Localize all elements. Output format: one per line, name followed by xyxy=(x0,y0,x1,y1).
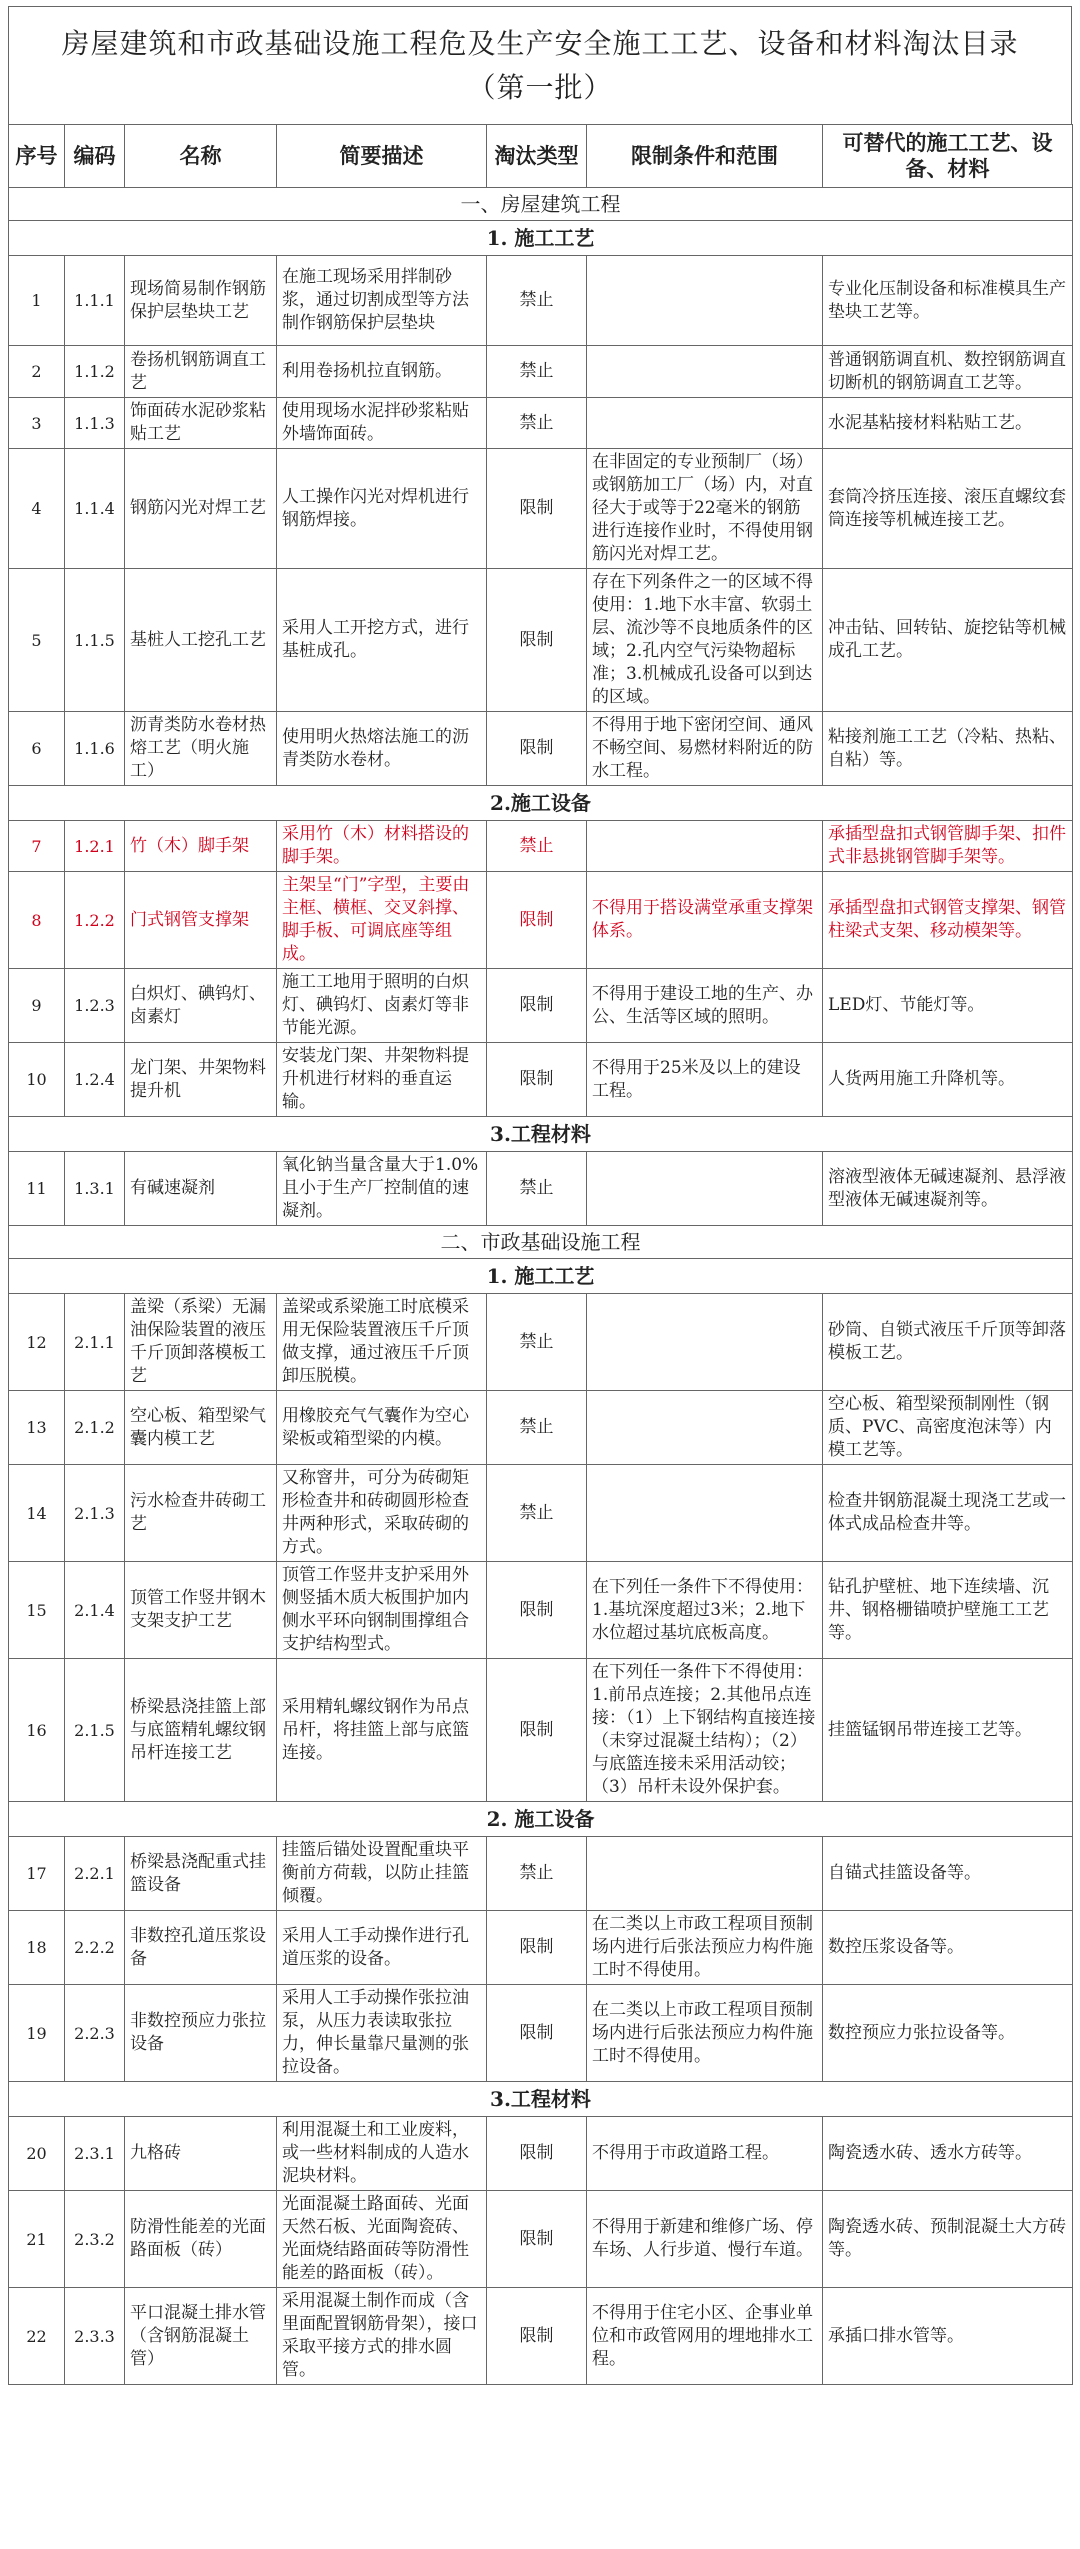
cell-limit: 在二类以上市政工程项目预制场内进行后张法预应力构件施工时不得使用。 xyxy=(587,1985,823,2082)
table-row xyxy=(9,449,1073,569)
cell-desc: 采用人工手动操作张拉油泵，从压力表读取张拉力，伸长量靠尺量测的张拉设备。 xyxy=(277,1985,487,2082)
cell-code: 2.1.5 xyxy=(65,1659,125,1802)
table-row xyxy=(9,1911,1073,1985)
cell-limit: 不得用于新建和维修广场、停车场、人行步道、慢行车道。 xyxy=(587,2191,823,2288)
cell-type: 限制 xyxy=(487,569,587,712)
cell-desc: 采用人工开挖方式，进行基桩成孔。 xyxy=(277,569,487,712)
cell-code: 1.2.4 xyxy=(65,1043,125,1117)
cell-code: 1.1.5 xyxy=(65,569,125,712)
cell-name: 龙门架、井架物料提升机 xyxy=(125,1043,277,1117)
cell-name: 钢筋闪光对焊工艺 xyxy=(125,449,277,569)
cell-no: 12 xyxy=(9,1294,65,1391)
cell-code: 2.2.1 xyxy=(65,1837,125,1911)
cell-code: 2.3.3 xyxy=(65,2288,125,2385)
table-row xyxy=(9,1562,1073,1659)
table-row xyxy=(9,1043,1073,1117)
col-header-alt: 可替代的施工工艺、设备、材料 xyxy=(823,125,1073,188)
group-title-row xyxy=(9,786,1073,821)
cell-alternative: 自锚式挂篮设备等。 xyxy=(823,1837,1073,1911)
cell-limit xyxy=(587,1465,823,1562)
cell-type: 禁止 xyxy=(487,398,587,449)
cell-name: 卷扬机钢筋调直工艺 xyxy=(125,346,277,398)
group-title-row xyxy=(9,1259,1073,1294)
cell-desc: 使用明火热熔法施工的沥青类防水卷材。 xyxy=(277,712,487,786)
cell-limit xyxy=(587,398,823,449)
cell-type: 限制 xyxy=(487,2117,587,2191)
cell-limit: 在下列任一条件下不得使用：1.前吊点连接；2.其他吊点连接：（1）上下钢结构直接连接（未穿过混凝土结构）；（2）与底篮连接未采用活动铰；（3）吊杆未设外保护套。 xyxy=(587,1659,823,1802)
group-title: 3.工程材料 xyxy=(9,2082,1073,2117)
cell-alternative: 陶瓷透水砖、预制混凝土大方砖等。 xyxy=(823,2191,1073,2288)
cell-code: 1.1.2 xyxy=(65,346,125,398)
cell-desc: 施工工地用于照明的白炽灯、碘钨灯、卤素灯等非节能光源。 xyxy=(277,969,487,1043)
table-row xyxy=(9,569,1073,712)
cell-code: 1.1.4 xyxy=(65,449,125,569)
cell-desc: 氧化钠当量含量大于1.0%且小于生产厂控制值的速凝剂。 xyxy=(277,1152,487,1226)
cell-alternative: LED灯、节能灯等。 xyxy=(823,969,1073,1043)
cell-name: 防滑性能差的光面路面板（砖） xyxy=(125,2191,277,2288)
table-row xyxy=(9,2117,1073,2191)
cell-no: 19 xyxy=(9,1985,65,2082)
cell-limit: 不得用于地下密闭空间、通风不畅空间、易燃材料附近的防水工程。 xyxy=(587,712,823,786)
cell-desc: 采用人工手动操作进行孔道压浆的设备。 xyxy=(277,1911,487,1985)
cell-code: 2.2.3 xyxy=(65,1985,125,2082)
cell-alternative: 冲击钻、回转钻、旋挖钻等机械成孔工艺。 xyxy=(823,569,1073,712)
cell-alternative: 水泥基粘接材料粘贴工艺。 xyxy=(823,398,1073,449)
cell-limit: 不得用于搭设满堂承重支撑架体系。 xyxy=(587,872,823,969)
cell-type: 禁止 xyxy=(487,1465,587,1562)
col-header-code: 编码 xyxy=(65,125,125,188)
cell-name: 非数控预应力张拉设备 xyxy=(125,1985,277,2082)
group-title-row xyxy=(9,221,1073,256)
cell-limit xyxy=(587,1391,823,1465)
cell-alternative: 粘接剂施工工艺（冷粘、热粘、自粘）等。 xyxy=(823,712,1073,786)
cell-name: 白炽灯、碘钨灯、卤素灯 xyxy=(125,969,277,1043)
table-row xyxy=(9,1659,1073,1802)
cell-type: 禁止 xyxy=(487,1152,587,1226)
table-header-row xyxy=(9,125,1073,188)
table-row xyxy=(9,1465,1073,1562)
cell-desc: 又称窨井，可分为砖砌矩形检查井和砖砌圆形检查井两种形式，采取砖砌的方式。 xyxy=(277,1465,487,1562)
table-row xyxy=(9,2288,1073,2385)
cell-no: 4 xyxy=(9,449,65,569)
cell-limit: 不得用于住宅小区、企事业单位和市政管网用的埋地排水工程。 xyxy=(587,2288,823,2385)
cell-desc: 采用混凝土制作而成（含里面配置钢筋骨架），接口采取平接方式的排水圆管。 xyxy=(277,2288,487,2385)
section-title: 二、市政基础设施工程 xyxy=(9,1226,1073,1259)
table-row xyxy=(9,872,1073,969)
cell-name: 盖梁（系梁）无漏油保险装置的液压千斤顶卸落模板工艺 xyxy=(125,1294,277,1391)
cell-alternative: 数控预应力张拉设备等。 xyxy=(823,1985,1073,2082)
cell-alternative: 承插型盘扣式钢管支撑架、钢管柱梁式支架、移动模架等。 xyxy=(823,872,1073,969)
cell-limit: 不得用于市政道路工程。 xyxy=(587,2117,823,2191)
cell-type: 限制 xyxy=(487,449,587,569)
cell-type: 禁止 xyxy=(487,821,587,872)
cell-type: 禁止 xyxy=(487,1294,587,1391)
cell-alternative: 挂篮锰钢吊带连接工艺等。 xyxy=(823,1659,1073,1802)
col-header-type: 淘汰类型 xyxy=(487,125,587,188)
cell-code: 1.1.1 xyxy=(65,256,125,346)
table-row xyxy=(9,821,1073,872)
cell-limit: 不得用于建设工地的生产、办公、生活等区域的照明。 xyxy=(587,969,823,1043)
cell-name: 污水检查井砖砌工艺 xyxy=(125,1465,277,1562)
elimination-catalog-table xyxy=(8,124,1073,2385)
cell-name: 九格砖 xyxy=(125,2117,277,2191)
cell-no: 3 xyxy=(9,398,65,449)
group-title: 2.施工设备 xyxy=(9,786,1073,821)
cell-type: 禁止 xyxy=(487,346,587,398)
cell-alternative: 专业化压制设备和标准模具生产垫块工艺等。 xyxy=(823,256,1073,346)
cell-desc: 人工操作闪光对焊机进行钢筋焊接。 xyxy=(277,449,487,569)
col-header-name: 名称 xyxy=(125,125,277,188)
cell-limit: 不得用于25米及以上的建设工程。 xyxy=(587,1043,823,1117)
cell-name: 平口混凝土排水管（含钢筋混凝土管） xyxy=(125,2288,277,2385)
cell-alternative: 钻孔护壁桩、地下连续墙、沉井、钢格栅锚喷护壁施工工艺等。 xyxy=(823,1562,1073,1659)
section-title-row xyxy=(9,188,1073,221)
cell-no: 14 xyxy=(9,1465,65,1562)
cell-code: 1.2.2 xyxy=(65,872,125,969)
table-row xyxy=(9,1294,1073,1391)
cell-name: 沥青类防水卷材热熔工艺（明火施工） xyxy=(125,712,277,786)
cell-desc: 使用现场水泥拌砂浆粘贴外墙饰面砖。 xyxy=(277,398,487,449)
group-title: 1. 施工工艺 xyxy=(9,221,1073,256)
cell-name: 桥梁悬浇配重式挂篮设备 xyxy=(125,1837,277,1911)
section-title-row xyxy=(9,1226,1073,1259)
cell-alternative: 套筒冷挤压连接、滚压直螺纹套筒连接等机械连接工艺。 xyxy=(823,449,1073,569)
document-page xyxy=(8,6,1072,2385)
table-row xyxy=(9,712,1073,786)
cell-type: 限制 xyxy=(487,872,587,969)
group-title: 3.工程材料 xyxy=(9,1117,1073,1152)
cell-limit: 在下列任一条件下不得使用：1.基坑深度超过3米；2.地下水位超过基坑底板高度。 xyxy=(587,1562,823,1659)
cell-desc: 挂篮后锚处设置配重块平衡前方荷载，以防止挂篮倾覆。 xyxy=(277,1837,487,1911)
group-title: 2. 施工设备 xyxy=(9,1802,1073,1837)
cell-no: 7 xyxy=(9,821,65,872)
cell-code: 2.2.2 xyxy=(65,1911,125,1985)
cell-no: 16 xyxy=(9,1659,65,1802)
cell-no: 8 xyxy=(9,872,65,969)
cell-type: 禁止 xyxy=(487,256,587,346)
cell-no: 13 xyxy=(9,1391,65,1465)
table-row xyxy=(9,1837,1073,1911)
cell-alternative: 空心板、箱型梁预制刚性（钢质、PVC、高密度泡沫等）内模工艺等。 xyxy=(823,1391,1073,1465)
cell-no: 1 xyxy=(9,256,65,346)
cell-code: 1.1.6 xyxy=(65,712,125,786)
table-row xyxy=(9,2191,1073,2288)
cell-no: 11 xyxy=(9,1152,65,1226)
cell-limit xyxy=(587,346,823,398)
cell-alternative: 普通钢筋调直机、数控钢筋调直切断机的钢筋调直工艺等。 xyxy=(823,346,1073,398)
cell-limit xyxy=(587,1294,823,1391)
cell-name: 桥梁悬浇挂篮上部与底篮精轧螺纹钢吊杆连接工艺 xyxy=(125,1659,277,1802)
cell-type: 限制 xyxy=(487,1985,587,2082)
cell-limit xyxy=(587,821,823,872)
cell-desc: 用橡胶充气气囊作为空心梁板或箱型梁的内模。 xyxy=(277,1391,487,1465)
cell-type: 限制 xyxy=(487,1659,587,1802)
cell-name: 顶管工作竖井钢木支架支护工艺 xyxy=(125,1562,277,1659)
cell-desc: 利用卷扬机拉直钢筋。 xyxy=(277,346,487,398)
cell-alternative: 承插型盘扣式钢管脚手架、扣件式非悬挑钢管脚手架等。 xyxy=(823,821,1073,872)
group-title-row xyxy=(9,2082,1073,2117)
cell-no: 6 xyxy=(9,712,65,786)
cell-desc: 盖梁或系梁施工时底模采用无保险装置液压千斤顶做支撑，通过液压千斤顶卸压脱模。 xyxy=(277,1294,487,1391)
cell-code: 2.3.2 xyxy=(65,2191,125,2288)
cell-desc: 采用精轧螺纹钢作为吊点吊杆，将挂篮上部与底篮连接。 xyxy=(277,1659,487,1802)
cell-type: 限制 xyxy=(487,1562,587,1659)
cell-code: 1.1.3 xyxy=(65,398,125,449)
cell-type: 禁止 xyxy=(487,1391,587,1465)
cell-no: 9 xyxy=(9,969,65,1043)
cell-limit: 在二类以上市政工程项目预制场内进行后张法预应力构件施工时不得使用。 xyxy=(587,1911,823,1985)
cell-desc: 安装龙门架、井架物料提升机进行材料的垂直运输。 xyxy=(277,1043,487,1117)
table-row xyxy=(9,969,1073,1043)
cell-alternative: 人货两用施工升降机等。 xyxy=(823,1043,1073,1117)
table-row xyxy=(9,256,1073,346)
cell-code: 2.3.1 xyxy=(65,2117,125,2191)
cell-alternative: 承插口排水管等。 xyxy=(823,2288,1073,2385)
cell-name: 现场简易制作钢筋保护层垫块工艺 xyxy=(125,256,277,346)
table-row xyxy=(9,1152,1073,1226)
cell-alternative: 陶瓷透水砖、透水方砖等。 xyxy=(823,2117,1073,2191)
cell-code: 2.1.2 xyxy=(65,1391,125,1465)
cell-desc: 顶管工作竖井支护采用外侧竖插木质大板围护加内侧水平环向钢制围撑组合支护结构型式。 xyxy=(277,1562,487,1659)
cell-code: 2.1.1 xyxy=(65,1294,125,1391)
cell-desc: 采用竹（木）材料搭设的脚手架。 xyxy=(277,821,487,872)
section-title: 一、房屋建筑工程 xyxy=(9,188,1073,221)
cell-type: 限制 xyxy=(487,969,587,1043)
cell-type: 限制 xyxy=(487,1043,587,1117)
table-row xyxy=(9,1985,1073,2082)
cell-limit xyxy=(587,1152,823,1226)
cell-name: 有碱速凝剂 xyxy=(125,1152,277,1226)
cell-code: 1.2.1 xyxy=(65,821,125,872)
cell-no: 10 xyxy=(9,1043,65,1117)
document-title: 房屋建筑和市政基础设施工程危及生产安全施工工艺、设备和材料淘汰目录（第一批） xyxy=(8,6,1072,124)
table-row xyxy=(9,346,1073,398)
cell-limit xyxy=(587,1837,823,1911)
cell-no: 15 xyxy=(9,1562,65,1659)
cell-no: 2 xyxy=(9,346,65,398)
cell-alternative: 数控压浆设备等。 xyxy=(823,1911,1073,1985)
cell-desc: 光面混凝土路面砖、光面天然石板、光面陶瓷砖、光面烧结路面砖等防滑性能差的路面板（砖）。 xyxy=(277,2191,487,2288)
cell-no: 22 xyxy=(9,2288,65,2385)
col-header-limit: 限制条件和范围 xyxy=(587,125,823,188)
cell-type: 限制 xyxy=(487,712,587,786)
cell-code: 2.1.3 xyxy=(65,1465,125,1562)
cell-name: 竹（木）脚手架 xyxy=(125,821,277,872)
group-title-row xyxy=(9,1117,1073,1152)
cell-alternative: 检查井钢筋混凝土现浇工艺或一体式成品检查井等。 xyxy=(823,1465,1073,1562)
cell-code: 1.2.3 xyxy=(65,969,125,1043)
cell-name: 门式钢管支撑架 xyxy=(125,872,277,969)
cell-type: 禁止 xyxy=(487,1837,587,1911)
group-title-row xyxy=(9,1802,1073,1837)
table-row xyxy=(9,398,1073,449)
cell-code: 1.3.1 xyxy=(65,1152,125,1226)
cell-type: 限制 xyxy=(487,2288,587,2385)
cell-no: 18 xyxy=(9,1911,65,1985)
col-header-desc: 简要描述 xyxy=(277,125,487,188)
cell-name: 非数控孔道压浆设备 xyxy=(125,1911,277,1985)
cell-type: 限制 xyxy=(487,2191,587,2288)
cell-limit xyxy=(587,256,823,346)
cell-type: 限制 xyxy=(487,1911,587,1985)
cell-code: 2.1.4 xyxy=(65,1562,125,1659)
cell-desc: 在施工现场采用拌制砂浆，通过切割成型等方法制作钢筋保护层垫块 xyxy=(277,256,487,346)
cell-no: 20 xyxy=(9,2117,65,2191)
table-body xyxy=(9,188,1073,2385)
cell-limit: 在非固定的专业预制厂（场）或钢筋加工厂（场）内，对直径大于或等于22毫米的钢筋进行连接作业时，不得使用钢筋闪光对焊工艺。 xyxy=(587,449,823,569)
table-row xyxy=(9,1391,1073,1465)
cell-name: 饰面砖水泥砂浆粘贴工艺 xyxy=(125,398,277,449)
cell-name: 空心板、箱型梁气囊内模工艺 xyxy=(125,1391,277,1465)
group-title: 1. 施工工艺 xyxy=(9,1259,1073,1294)
cell-desc: 利用混凝土和工业废料，或一些材料制成的人造水泥块材料。 xyxy=(277,2117,487,2191)
cell-alternative: 溶液型液体无碱速凝剂、悬浮液型液体无碱速凝剂等。 xyxy=(823,1152,1073,1226)
cell-alternative: 砂筒、自锁式液压千斤顶等卸落模板工艺。 xyxy=(823,1294,1073,1391)
col-header-no: 序号 xyxy=(9,125,65,188)
cell-limit: 存在下列条件之一的区域不得使用：1.地下水丰富、软弱土层、流沙等不良地质条件的区域；2.孔内空气污染物超标准；3.机械成孔设备可以到达的区域。 xyxy=(587,569,823,712)
cell-desc: 主架呈“门”字型，主要由主框、横框、交叉斜撑、脚手板、可调底座等组成。 xyxy=(277,872,487,969)
cell-no: 17 xyxy=(9,1837,65,1911)
cell-no: 5 xyxy=(9,569,65,712)
cell-name: 基桩人工挖孔工艺 xyxy=(125,569,277,712)
cell-no: 21 xyxy=(9,2191,65,2288)
